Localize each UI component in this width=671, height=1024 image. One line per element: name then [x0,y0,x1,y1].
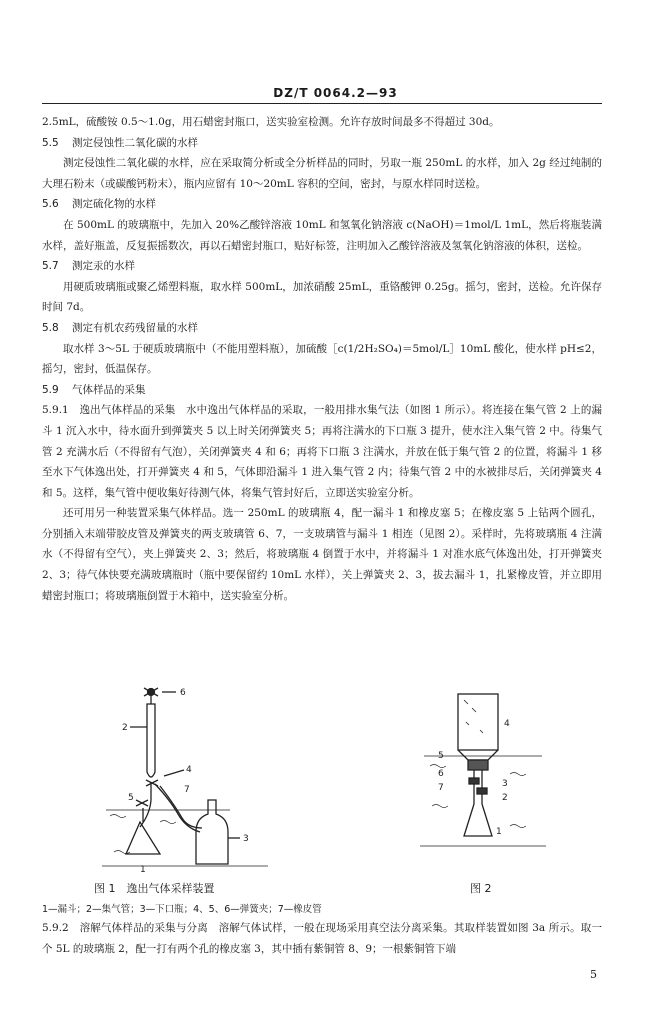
header-rule [42,103,602,104]
section-title: 测定有机农药残留量的水样 [72,321,198,334]
fig1-label: 6 [180,688,186,698]
body-text-bottom [42,918,602,959]
fig2-label: 6 [438,769,444,779]
section-title: 测定硫化物的水样 [72,198,156,211]
section-heading [42,380,602,401]
fig2-label: 3 [502,779,508,789]
page-number: 5 [590,968,597,981]
paragraph: 在 500mL 的玻璃瓶中，先加入 20%乙酸锌溶液 10mL 和氢氧化钠溶液 c(NaOH)＝1mol/L 1mL，然后将瓶装满水样，盖好瓶盖，反复振摇数次，再以石蜡密封瓶口，贴好标签，注明加入乙酸锌溶液及氢氧化钠溶液的体积，送检。 [42,218,602,252]
section-title: 测定汞的水样 [72,260,135,273]
fig1-label: 3 [243,834,249,844]
section-number: 5.9 [42,383,59,396]
figure-legend: 1—漏斗；2—集气管；3—下口瓶；4、5、6—弹簧夹；7—橡皮管 [42,904,322,915]
fig2-label: 2 [502,793,508,803]
section-heading [42,133,602,154]
page-header: DZ/T 0064.2—93 [273,86,398,100]
body-text [42,112,602,606]
figure-1-caption: 图 1 逸出气体采样装置 [94,882,215,895]
section-number: 5.8 [42,321,59,334]
fig2-label: 1 [496,827,502,837]
section-heading [42,318,602,339]
paragraph: 2.5mL，硫酸铵 0.5～1.0g，用石蜡密封瓶口，送实验室检测。允许存放时间最多不得超过 30d。 [42,116,500,128]
paragraph: 测定侵蚀性二氧化碳的水样，应在采取简分析或全分析样品的同时，另取一瓶 250mL 的水样，加入 2g 经过纯制的大理石粉末（或碳酸钙粉末），瓶内应留有 10～20mL 容积的空间，密封，与原水样同时送检。 [42,157,602,190]
section-heading [42,194,602,215]
paragraph: 还可用另一种装置采集气体样品。选一 250mL 的玻璃瓶 4，配一漏斗 1 和橡皮塞 5；在橡皮塞 5 上钻两个圆孔，分别插入末端带胶皮管及弹簧夹的两支玻璃管 6、7，一支玻璃管与漏斗 1 相连（见图 2）。采样时，先将玻璃瓶 4 注满水（不得留有空气），夹上弹簧夹 2、3；然后，将玻璃瓶 4 倒置于水中，并将漏斗 1 对准水底气体逸出处，打开弹簧夹 2、3；待气体快要充满玻璃瓶时（瓶中要保留约 10mL 水样），关上弹簧夹 2、3，拔去漏斗 1，扎紧橡皮管，并立即用蜡密封瓶口；将玻璃瓶倒置于木箱中，送实验室分析。 [42,507,602,602]
fig2-label: 4 [504,719,510,729]
fig1-label: 1 [140,865,146,875]
section-title: 测定侵蚀性二氧化碳的水样 [72,136,198,149]
fig2-label: 5 [438,751,444,761]
figure-1-apparatus [100,682,270,877]
paragraph: 5.9.1 逸出气体样品的采集 水中逸出气体样品的采取，一般用排水集气法（如图 1 所示）。将连接在集气管 2 上的漏斗 1 沉入水中，待水面升到弹簧夹 5 以上时关闭弹簧夹 5；再将注满水的下口瓶 3 提升，使水注入集气管 2 中。待集气管 2 充满水后（不得留有气泡），关闭弹簧夹 4 和 6；再将下口瓶 3 注满水，并放在低于集气管 2 的位置，将漏斗 1 移至水下气体逸出处，打开弹簧夹 4 和 5，气体即沿漏斗 1 进入集气管 2 内；待集气管 2 中的水被排尽后，关闭弹簧夹 4 和 5。这样，集气管中便收集好待测气体，将集气管封好后，立即送实验室分析。 [42,404,602,499]
fig2-label: 7 [438,783,444,793]
section-number: 5.7 [42,260,59,273]
fig1-label: 2 [122,723,128,733]
paragraph: 用硬质玻璃瓶或聚乙烯塑料瓶，取水样 500mL，加浓硝酸 25mL，重铬酸钾 0.25g。摇匀，密封，送检。允许保存时间 7d。 [42,280,602,314]
fig1-label: 5 [128,793,134,803]
figure-2-apparatus [418,686,548,876]
fig1-label: 4 [186,765,192,775]
paragraph: 5.9.2 溶解气体样品的采集与分离 溶解气体试样，一般在现场采用真空法分离采集。其取样装置如图 3a 所示。取一个 5L 的玻璃瓶 2，配一打有两个孔的橡皮塞 3，其中插有紫铜管 8、9；一根紫铜管下端 [42,922,602,955]
section-number: 5.5 [42,136,59,149]
section-title: 气体样品的采集 [72,383,146,396]
section-number: 5.6 [42,198,59,211]
figure-2-caption: 图 2 [470,882,492,895]
fig1-label: 7 [184,785,190,795]
paragraph: 取水样 3～5L 于硬质玻璃瓶中（不能用塑料瓶），加硫酸［c(1/2H₂SO₄)＝5mol/L］10mL 酸化，使水样 pH≤2，摇匀，密封，低温保存。 [42,342,602,376]
section-heading [42,256,602,277]
